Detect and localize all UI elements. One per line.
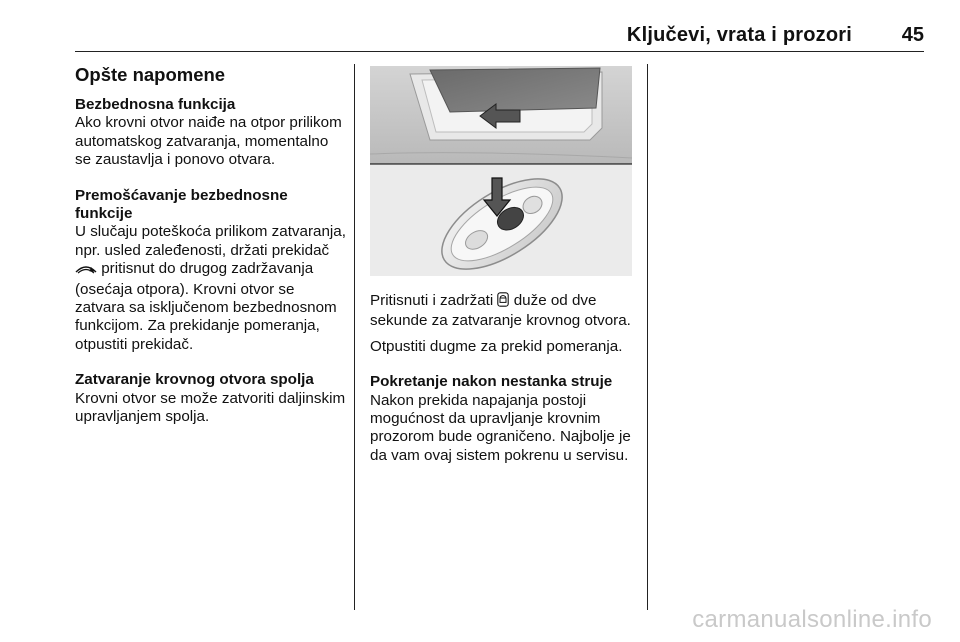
override-body-start: U slučaju poteškoća prilikom zatvaranja, npr. usled zaleđenosti, držati prekidač	[75, 223, 346, 259]
header-title: Ključevi, vrata i prozori	[626, 24, 852, 46]
sunroof-and-key-fob-illustration	[370, 66, 632, 276]
safety-function-body: Ako krovni otvor naiđe na otpor prilikom automatskog zatvaranja, momentalno se zaustavlja i ponovo otvara.	[75, 114, 342, 169]
power-failure-body: Nakon prekida napajanja postoji mogućnost da upravljanje krovnim prozorom bude ograničeno. Najbolje je da vam ovaj sistem pokrenu u servisu.	[370, 391, 631, 464]
watermark: carmanualsonline.info	[692, 606, 932, 633]
press-hold-start: Pritisnuti i zadržati	[370, 292, 494, 309]
column-divider-right	[647, 64, 648, 610]
page-number: 45	[901, 24, 924, 46]
remote-closing-body: Krovni otvor se može zatvoriti daljinskim upravljanjem spolja.	[75, 389, 346, 426]
sunroof-close-icon	[75, 262, 97, 280]
middle-column	[370, 292, 638, 482]
override-body	[75, 223, 347, 354]
safety-function-heading: Bezbednosna funkcija	[75, 96, 236, 113]
release-note: Otpustiti dugme za prekid pomeranja.	[370, 337, 623, 355]
power-failure-heading: Pokretanje nakon nestanka struje	[370, 373, 613, 391]
column-divider-left	[354, 64, 355, 610]
remote-closing-heading: Zatvaranje krovnog otvora spolja	[75, 371, 314, 389]
section-title: Opšte napomene	[75, 64, 226, 85]
key-lock-icon	[497, 292, 509, 312]
header-rule	[75, 51, 924, 52]
override-heading: Premošćavanje bezbednosne funkcije	[75, 186, 288, 223]
left-column	[75, 64, 347, 444]
press-hold-end: duže od dve sekunde za zatvaranje krovnog otvora.	[370, 292, 631, 330]
override-body-end: pritisnut do drugog zadržavanja (osećaja otpora). Krovni otvor se zatvara sa isključenom bezbednosnom funkcijom. Za prekidanje pomeranja, otpustiti prekidač.	[75, 260, 337, 353]
press-hold-instruction	[370, 292, 638, 331]
